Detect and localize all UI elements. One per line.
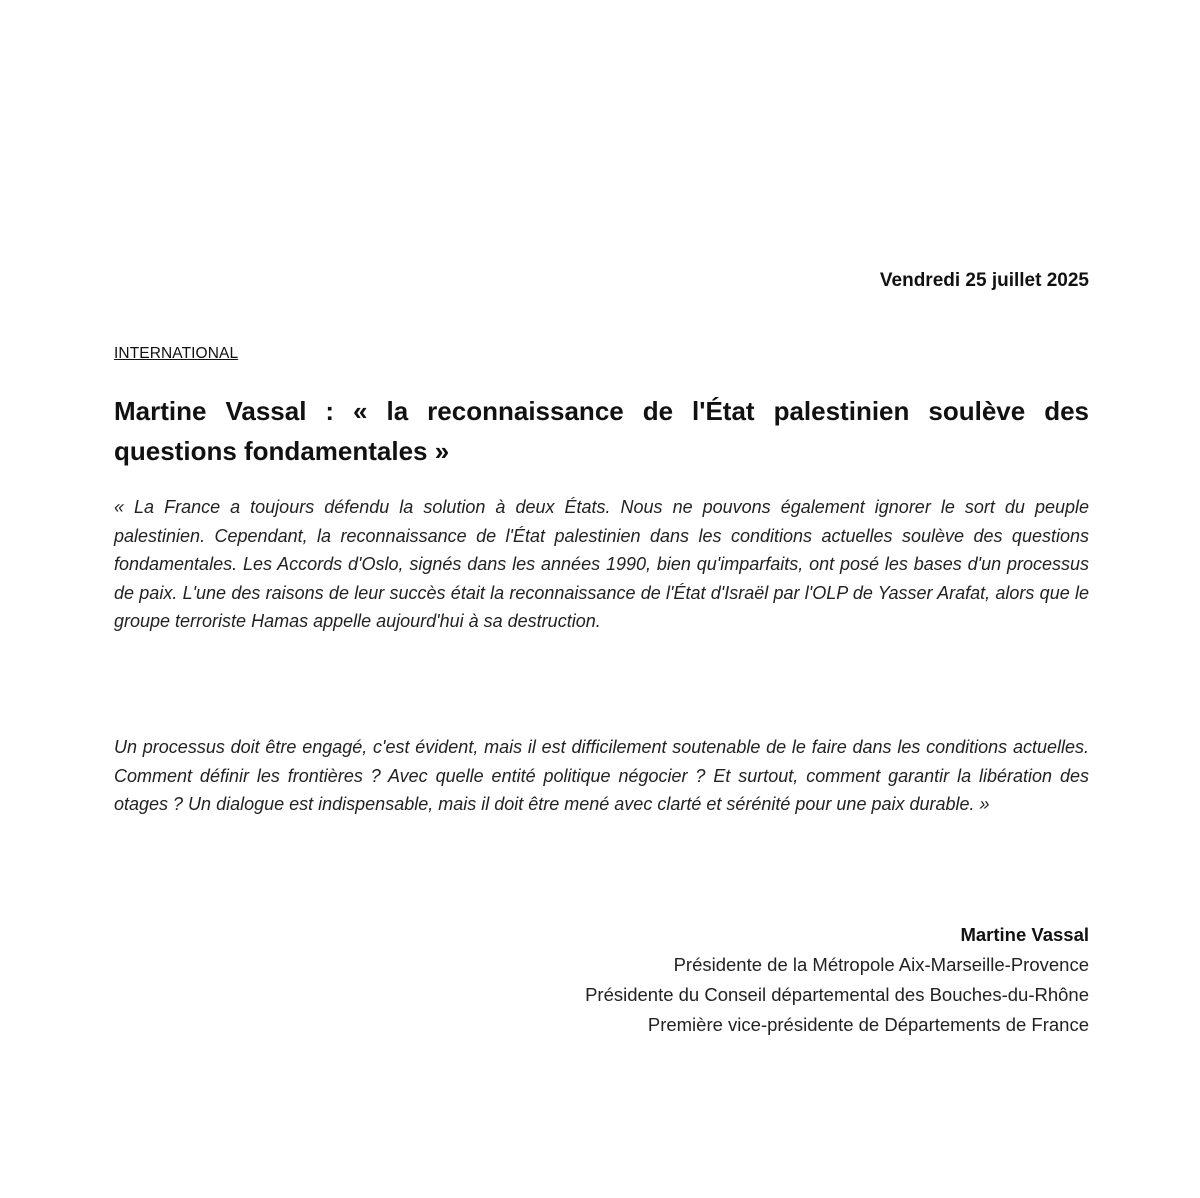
category-label: INTERNATIONAL [114, 345, 239, 362]
signatory-title-1: Présidente de la Métropole Aix-Marseille-Provence [673, 954, 1089, 975]
press-release-page [114, 0, 1089, 1198]
signatory-name: Martine Vassal [960, 924, 1089, 945]
release-date: Vendredi 25 juillet 2025 [879, 270, 1089, 291]
quote-paragraph-2: Un processus doit être engagé, c'est évident, mais il est difficilement soutenable de le faire dans les conditions actuelles. Comment définir les frontières ? Avec quelle entité politique négocier ? Et surtout, comment garantir la libération des otages ? Un dialogue est indispensable, mais il doit être mené avec clarté et sérénité pour une paix durable. » [114, 737, 1089, 814]
signature-block [585, 920, 1089, 1040]
quote-paragraph-1: « La France a toujours défendu la solution à deux États. Nous ne pouvons également ignorer le sort du peuple palestinien. Cependant, la reconnaissance de l'État palestinien dans les conditions actuelles soulève des questions fondamentales. Les Accords d'Oslo, signés dans les années 1990, bien qu'imparfaits, ont posé les bases d'un processus de paix. L'une des raisons de leur succès était la reconnaissance de l'État d'Israël par l'OLP de Yasser Arafat, alors que le groupe terroriste Hamas appelle aujourd'hui à sa destruction. [114, 497, 1089, 631]
headline: Martine Vassal : « la reconnaissance de l'État palestinien soulève des questions fondamentales » [114, 396, 1089, 466]
signatory-title-3: Première vice-présidente de Départements de France [647, 1014, 1089, 1035]
signatory-title-2: Présidente du Conseil départemental des Bouches-du-Rhône [585, 984, 1089, 1005]
